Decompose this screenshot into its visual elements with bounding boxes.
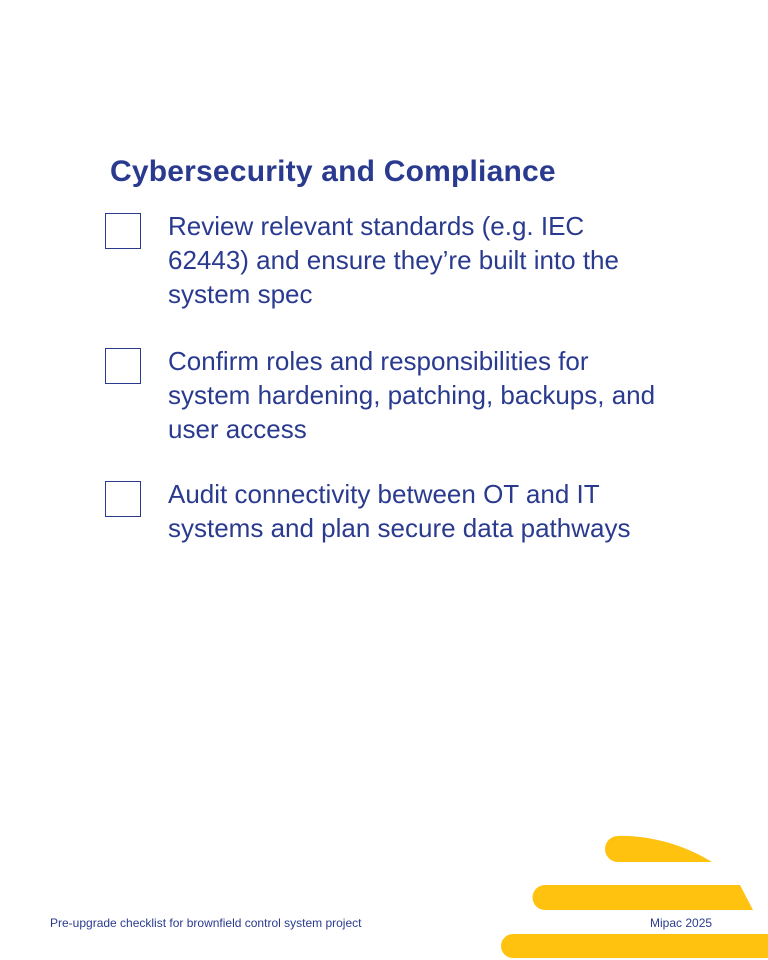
checkbox[interactable]: [105, 213, 141, 249]
checkbox[interactable]: [105, 348, 141, 384]
checkbox[interactable]: [105, 481, 141, 517]
footer-brand-year: Mipac 2025: [650, 916, 713, 930]
checklist-item-text: Confirm roles and responsibilities for system hardening, patching, backups, and user access: [168, 346, 656, 444]
checklist-item-text: Audit connectivity between OT and IT systems and plan secure data pathways: [168, 479, 631, 543]
checklist-item-text: Review relevant standards (e.g. IEC 62443) and ensure they’re built into the system spec: [168, 211, 619, 309]
footer-document-title: Pre-upgrade checklist for brownfield control system project: [50, 916, 362, 930]
section-title: Cybersecurity and Compliance: [110, 155, 556, 189]
